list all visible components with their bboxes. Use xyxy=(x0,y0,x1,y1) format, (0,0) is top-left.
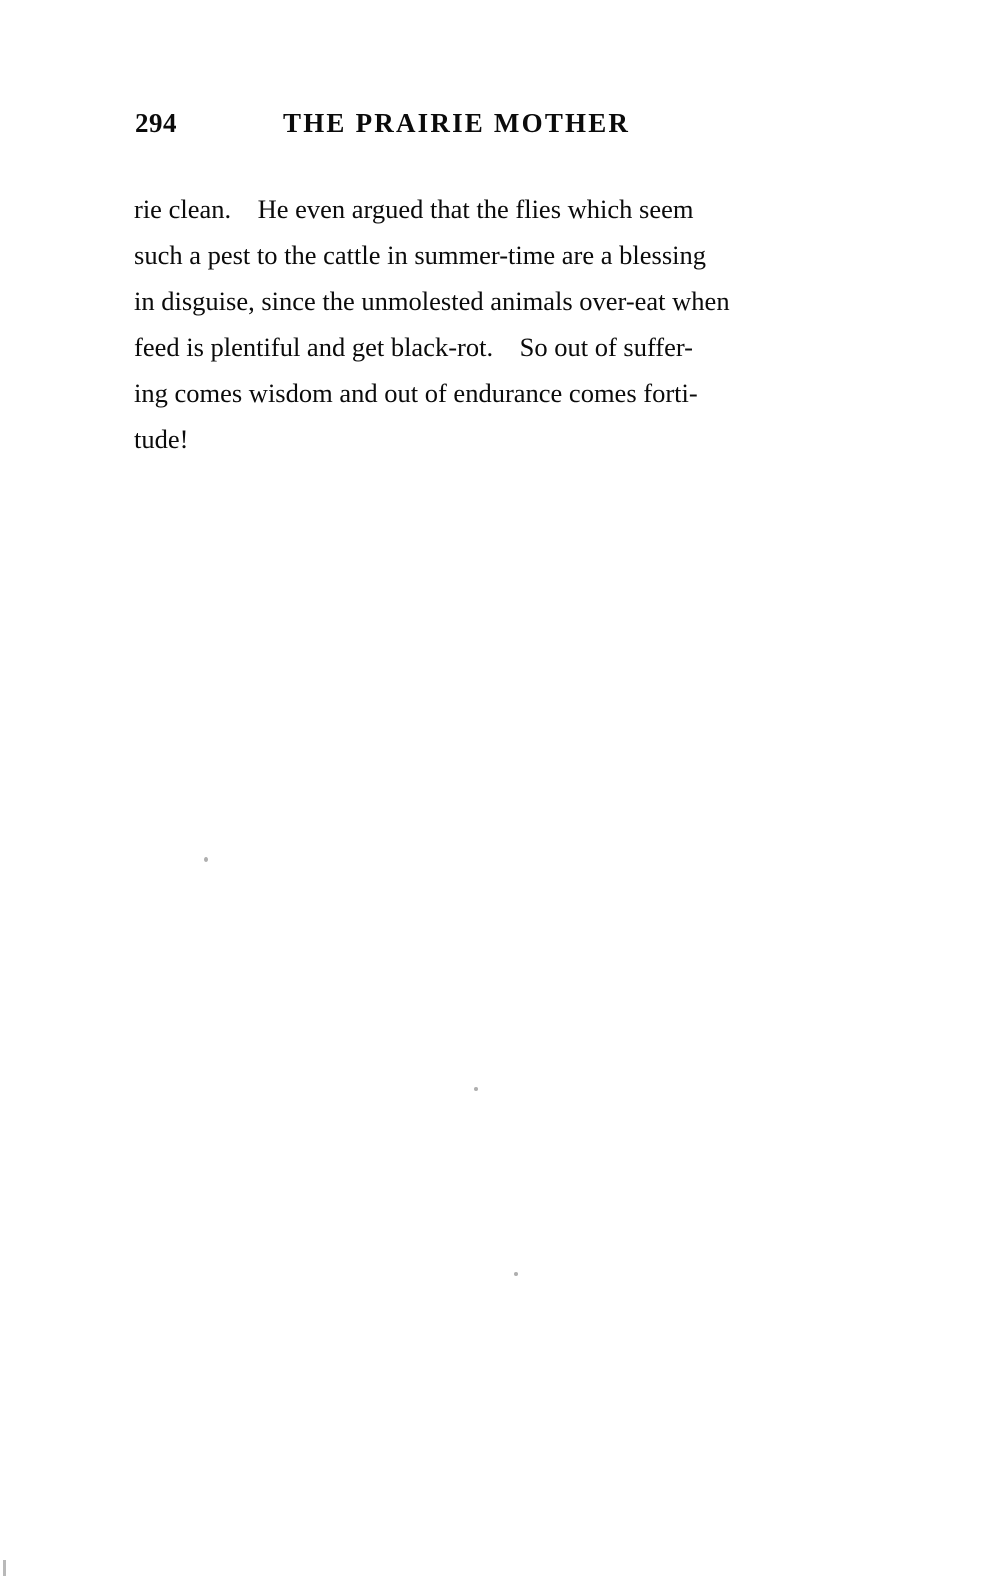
body-text xyxy=(134,186,894,462)
running-title: THE PRAIRIE MOTHER xyxy=(283,108,631,138)
text-line: rie clean. He even argued that the flies which seem xyxy=(134,194,694,224)
text-line: in disguise, since the unmolested animals over-eat when xyxy=(134,286,730,316)
page-edge-mark xyxy=(3,1560,6,1576)
scan-speck-icon xyxy=(474,1087,478,1091)
page-header xyxy=(135,108,865,142)
scan-speck-icon xyxy=(514,1272,518,1276)
text-line: such a pest to the cattle in summer-time are a blessing xyxy=(134,240,706,270)
page-number: 294 xyxy=(135,108,177,138)
scan-speck-icon xyxy=(204,857,208,862)
text-line: ing comes wisdom and out of endurance comes forti- xyxy=(134,378,698,408)
text-line: tude! xyxy=(134,424,189,454)
text-line: feed is plentiful and get black-rot. So out of suffer- xyxy=(134,332,694,362)
